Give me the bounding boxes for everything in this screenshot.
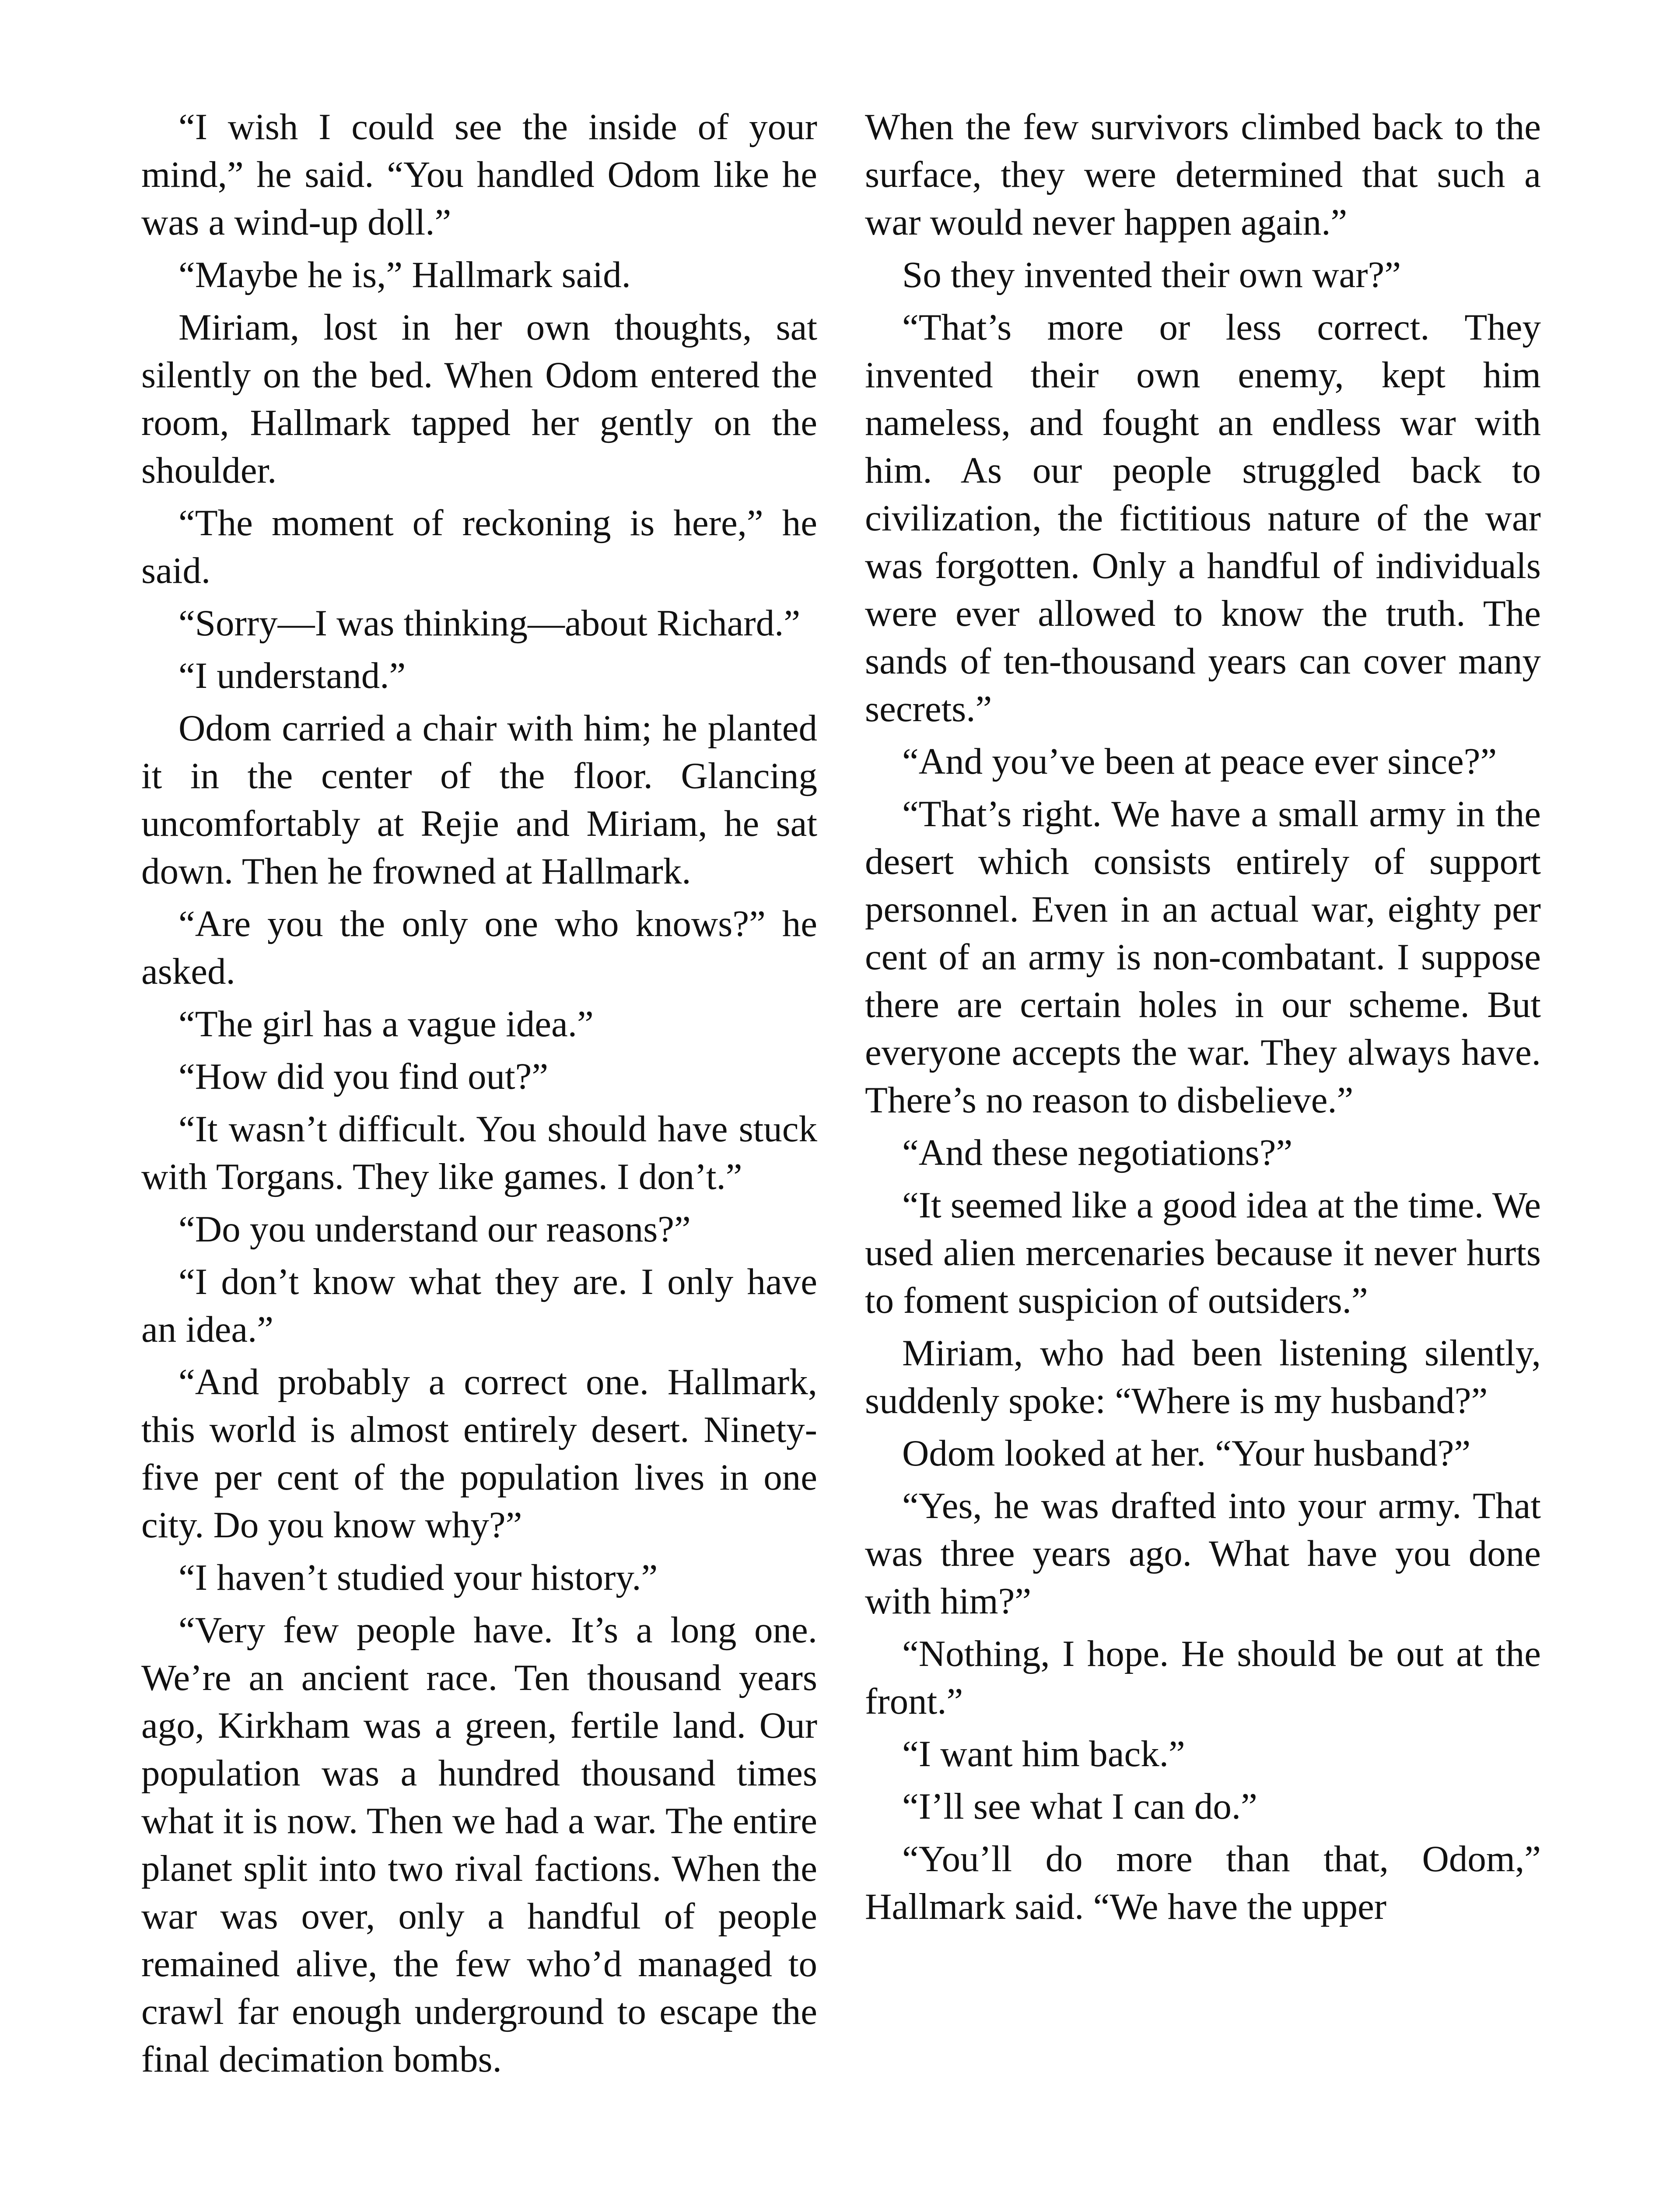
paragraph: “Do you understand our reasons?”	[178, 1209, 691, 1250]
paragraph: “I wish I could see the inside of your mind,” he said. “You handled Odom like he was a wind-up doll.”	[141, 106, 817, 243]
paragraph: “That’s right. We have a small army in the desert which consists entirely of support personnel. Even in an actual war, eighty per cent of an army is non-combatant. I suppose there are certain holes in our scheme. But everyone accepts the war. They always have. There’s no reason to disbelieve.”	[865, 793, 1541, 1121]
paragraph: “The moment of reckoning is here,” he said.	[141, 502, 817, 591]
paragraph: “And these negotiations?”	[902, 1132, 1293, 1173]
paragraph: “How did you find out?”	[178, 1056, 549, 1097]
paragraph: “That’s more or less correct. They invented their own enemy, kept him nameless, and fought an endless war with him. As our people struggled back to civilization, the fictitious nature of the war was forgotten. Only a handful of individuals were ever allowed to know the truth. The sands of ten-thousand years can cover many secrets.”	[865, 307, 1541, 729]
paragraph: Miriam, lost in her own thoughts, sat silently on the bed. When Odom entered the room, Hallmark tapped her gently on the shoulder.	[141, 307, 817, 491]
paragraph: “I don’t know what they are. I only have an idea.”	[141, 1261, 817, 1350]
paragraph: “Are you the only one who knows?” he asked.	[141, 903, 817, 992]
paragraph-continuation: When the few survivors climbed back to the surface, they were determined that such a war would never happen again.”	[865, 106, 1541, 243]
paragraph: “The girl has a vague idea.”	[178, 1003, 594, 1045]
paragraph: “And you’ve been at peace ever since?”	[902, 741, 1497, 782]
paragraph: “I understand.”	[178, 655, 406, 696]
paragraph: So they invented their own war?”	[902, 254, 1401, 295]
paragraph: “Nothing, I hope. He should be out at the front.”	[865, 1633, 1541, 1722]
paragraph: “And probably a correct one. Hallmark, this world is almost entirely desert. Ninety-five per cent of the population lives in one city. Do you know why?”	[141, 1361, 817, 1546]
paragraph: Miriam, who had been listening silently, suddenly spoke: “Where is my husband?”	[865, 1332, 1541, 1421]
paragraph: “I want him back.”	[902, 1733, 1185, 1774]
paragraph: Odom carried a chair with him; he planted it in the center of the floor. Glancing uncomfortably at Rejie and Miriam, he sat down. Then he frowned at Hallmark.	[141, 708, 817, 892]
paragraph: “Sorry—I was thinking—about Richard.”	[178, 603, 801, 644]
paragraph: “Very few people have. It’s a long one. We’re an ancient race. Ten thousand years ago, Kirkham was a green, fertile land. Our population was a hundred thousand times what it is now. Then we had a war. The entire planet split into two rival factions. When the war was over, only a handful of people remained alive, the few who’d managed to crawl far enough underground to escape the final decimation bombs.	[141, 1609, 817, 2080]
paragraph: “I’ll see what I can do.”	[902, 1786, 1257, 1827]
paragraph: “You’ll do more than that, Odom,” Hallmark said. “We have the upper	[865, 1838, 1541, 1927]
paragraph: “I haven’t studied your history.”	[178, 1557, 658, 1598]
paragraph: “Maybe he is,” Hallmark said.	[178, 254, 631, 295]
paragraph: “It wasn’t difficult. You should have stuck with Torgans. They like games. I don’t.”	[141, 1108, 817, 1197]
paragraph: “It seemed like a good idea at the time. We used alien mercenaries because it never hurts to foment suspicion of outsiders.”	[865, 1185, 1541, 1321]
right-text-column	[865, 103, 1541, 1931]
left-text-column	[141, 103, 817, 2083]
paragraph: Odom looked at her. “Your husband?”	[902, 1433, 1471, 1474]
paragraph: “Yes, he was drafted into your army. That was three years ago. What have you done with him?”	[865, 1485, 1541, 1622]
